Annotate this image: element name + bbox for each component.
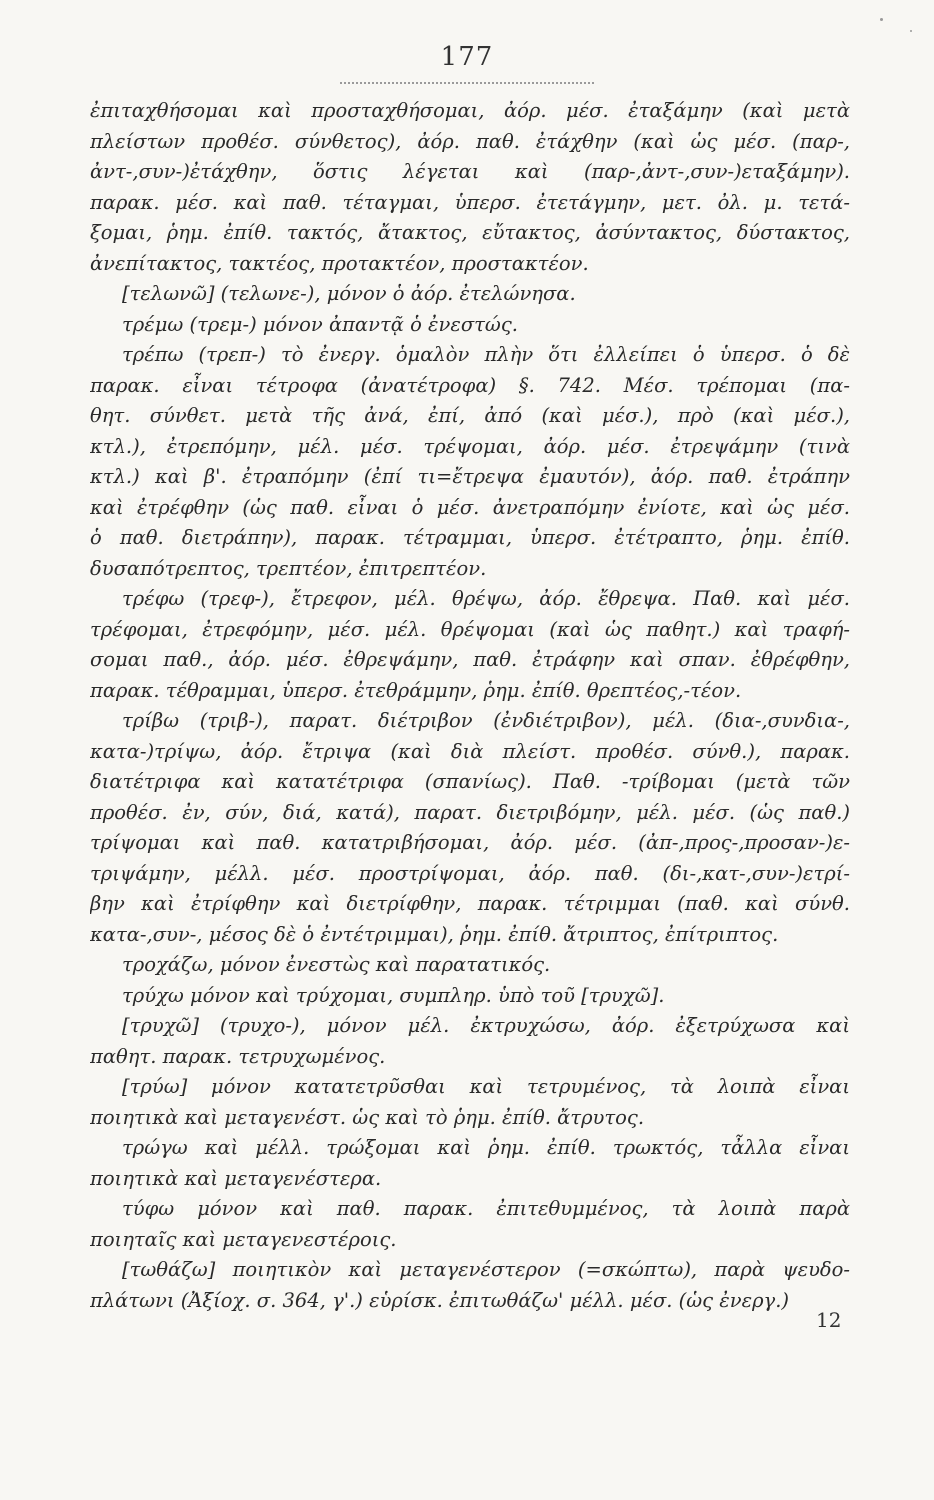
text-line: παρακ. εἶναι τέτροφα (ἀνατέτροφα) §. 742. Μέσ. τρέπομαι (πα- [90,373,850,397]
text-line: ἀνεπίτακτος, τακτέος, προτακτέον, προστακτέον. [90,251,589,275]
text-line: τρίψομαι καὶ παθ. κατατριβήσομαι, ἀόρ. μέσ. (ἀπ-,προς-,προσαν-)ε- [90,831,850,854]
text-line: [τρυχῶ] (τρυχο-), μόνον μέλ. ἐκτρυχώσω, ἀόρ. ἐξετρύχωσα καὶ [122,1014,850,1037]
text-line: κατα-,συν-, μέσος δὲ ὁ ἐντέτριμμαι), ῥημ. ἐπίθ. ἄτριπτος, ἐπίτριπτος. [90,922,779,946]
text-line: παθητ. παρακ. τετρυχωμένος. [90,1044,386,1068]
text-line: πλάτωνι (Ἀξίοχ. σ. 364, γ'.) εὑρίσκ. ἐπιτωθάζω' μέλλ. μέσ. (ὡς ἐνεργ.) [90,1288,790,1312]
paper-speck [880,18,883,21]
text-line: τύφω μόνον καὶ παθ. παρακ. ἐπιτεθυμμένος, τὰ λοιπὰ παρὰ [122,1197,850,1220]
text-line: προθέσ. ἐν, σύν, διά, κατά), παρατ. διετριβόμην, μέλ. μέσ. (ὡς παθ.) [90,800,850,824]
text-line: καὶ ἐτρέφθην (ὡς παθ. εἶναι ὁ μέσ. ἀνετραπόμην ἐνίοτε, καὶ ὡς μέσ. [90,495,850,519]
text-line: ἀντ-,συν-)ἐτάχθην, ὅστις λέγεται καὶ (παρ-,ἀντ-,συν-)εταξάμην). [90,160,850,183]
text-line: παρακ. μέσ. καὶ παθ. τέταγμαι, ὑπερσ. ἐτετάγμην, μετ. ὀλ. μ. τετά- [90,190,850,214]
paper-speck [910,30,912,32]
text-line: τροχάζω, μόνον ἐνεστὼς καὶ παρατατικός. [122,953,551,976]
body-text [90,96,850,1316]
text-line: ὁ παθ. διετράπην), παρακ. τέτραμμαι, ὑπερσ. ἐτέτραπτο, ῥημ. ἐπίθ. [90,526,850,549]
text-line: κτλ.), ἐτρεπόμην, μέλ. μέσ. τρέψομαι, ἀόρ. μέσ. ἐτρεψάμην (τινὰ [90,434,850,458]
text-line: σομαι παθ., ἀόρ. μέσ. ἐθρεψάμην, παθ. ἐτράφην καὶ σπαν. ἐθρέφθην, [90,648,850,671]
text-line: δυσαπότρεπτος, τρεπτέον, ἐπιτρεπτέον. [90,556,487,580]
text-line: θητ. σύνθετ. μετὰ τῆς ἀνά, ἐπί, ἀπό (καὶ μέσ.), πρὸ (καὶ μέσ.), [90,404,850,427]
text-line: τριψάμην, μέλλ. μέσ. προστρίψομαι, ἀόρ. παθ. (δι-,κατ-,συν-)ετρί- [90,861,850,885]
text-line: τρώγω καὶ μέλλ. τρώξομαι καὶ ῥημ. ἐπίθ. τρωκτός, τἆλλα εἶναι [122,1136,850,1159]
text-line: [τελωνῶ] (τελωνε-), μόνον ὁ ἀόρ. ἐτελώνησα. [122,282,576,305]
text-line: κατα-)τρίψω, ἀόρ. ἔτριψα (καὶ διὰ πλείστ. προθέσ. σύνθ.), παρακ. [90,739,850,763]
text-line: τρέμω (τρεμ-) μόνον ἀπαντᾷ ὁ ἐνεστώς. [122,312,518,336]
text-line: ξομαι, ῥημ. ἐπίθ. τακτός, ἄτακτος, εὔτακτος, ἀσύντακτος, δύστακτος, [90,221,850,244]
text-line: [τρύω] μόνον κατατετρῦσθαι καὶ τετρυμένος, τὰ λοιπὰ εἶναι [122,1075,850,1098]
text-line: τρέφω (τρεφ-), ἔτρεφον, μέλ. θρέψω, ἀόρ. ἔθρεψα. Παθ. καὶ μέσ. [122,587,850,610]
text-line: ποιητικὰ καὶ μεταγενέστερα. [90,1166,382,1190]
text-line: κτλ.) καὶ β'. ἐτραπόμην (ἐπί τι=ἔτρεψα ἐμαυτόν), ἀόρ. παθ. ἐτράπην [90,465,850,488]
text-line: παρακ. τέθραμμαι, ὑπερσ. ἐτεθράμμην, ῥημ. ἐπίθ. θρεπτέος,-τέον. [90,678,742,702]
text-line: [τωθάζω] ποιητικὸν καὶ μεταγενέστερον (=σκώπτω), παρὰ ψευδο- [122,1258,850,1281]
text-line: ἐπιταχθήσομαι καὶ προσταχθήσομαι, ἀόρ. μέσ. ἐταξάμην (καὶ μετὰ [90,99,850,122]
text-line: τρίβω (τριβ-), παρατ. διέτριβον (ἐνδιέτριβον), μέλ. (δια-,συνδια-, [122,709,850,732]
page-number: 177 [440,42,494,72]
sheet-signature-number: 12 [816,1308,842,1332]
text-line: τρέφομαι, ἐτρεφόμην, μέσ. μέλ. θρέψομαι (καὶ ὡς παθητ.) καὶ τραφή- [90,617,850,641]
header-rule [340,76,594,84]
text-line: βην καὶ ἐτρίφθην καὶ διετρίφθην, παρακ. τέτριμμαι (παθ. καὶ σύνθ. [90,892,850,915]
text-line: πλείστων προθέσ. σύνθετος), ἀόρ. παθ. ἐτάχθην (καὶ ὡς μέσ. (παρ-, [90,129,850,153]
text-line: ποιητικὰ καὶ μεταγενέστ. ὡς καὶ τὸ ῥημ. ἐπίθ. ἄτρυτος. [90,1105,645,1129]
text-line: ποιηταῖς καὶ μεταγενεστέροις. [90,1227,397,1251]
text-line: διατέτριφα καὶ κατατέτριφα (σπανίως). Παθ. -τρίβομαι (μετὰ τῶν [90,770,850,793]
text-line: τρέπω (τρεπ-) τὸ ἐνεργ. ὁμαλὸν πλὴν ὅτι ἐλλείπει ὁ ὑπερσ. ὁ δὲ [122,343,850,366]
text-line: τρύχω μόνον καὶ τρύχομαι, συμπληρ. ὑπὸ τοῦ [τρυχῶ]. [122,983,665,1007]
